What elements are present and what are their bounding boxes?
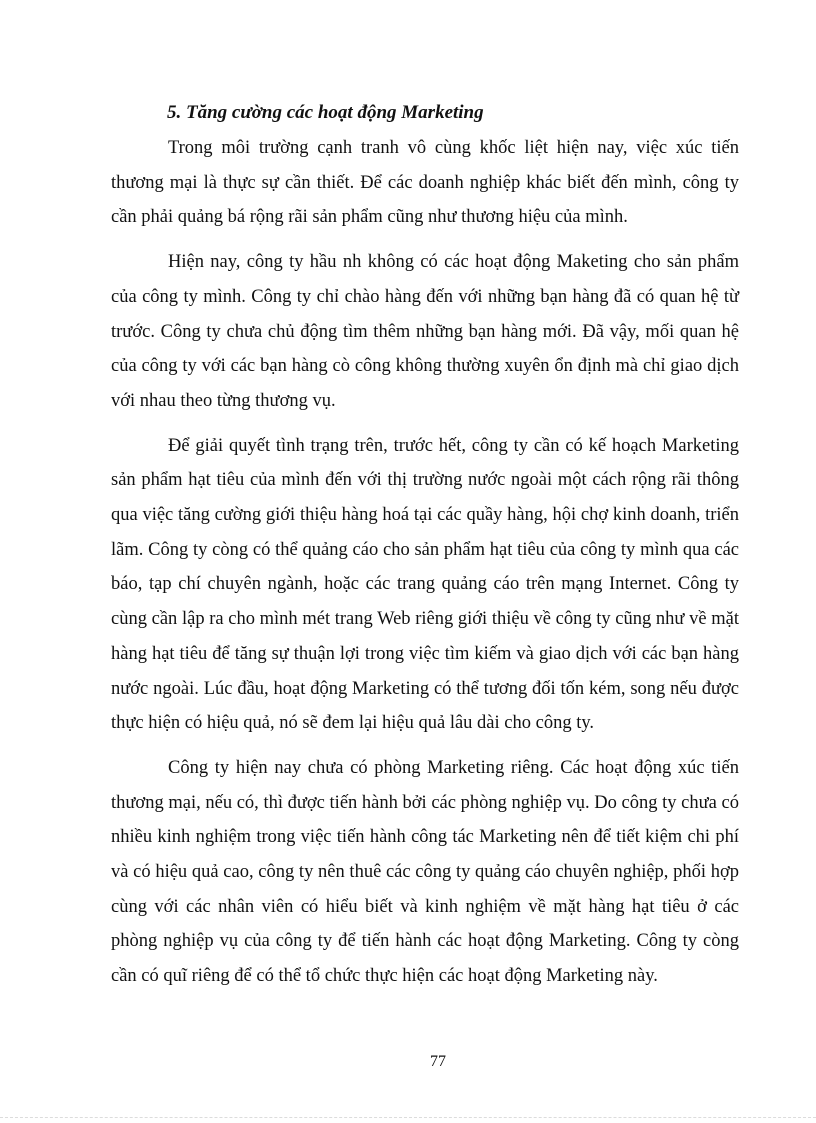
paragraph-1: Trong môi trường cạnh tranh vô cùng khốc liệt hiện nay, việc xúc tiến thương mại là thực sự cần thiết. Để các doanh nghiệp khác biết đến mình, công ty cần phải quảng bá rộng rãi sản phẩm cũng như thương hiệu của mình. — [111, 138, 739, 228]
paragraph-4: Công ty hiện nay chưa có phòng Marketing riêng. Các hoạt động xúc tiến thương mại, nếu có, thì được tiến hành bởi các phòng nghiệp vụ. Do công ty chưa có nhiều kinh nghiệm trong việc tiến hành công tác Marketing nên để tiết kiệm chi phí và có hiệu quả cao, công ty nên thuê các công ty quảng cáo chuyên nghiệp, phối hợp cùng với các nhân viên có hiểu biết và kinh nghiệm về mặt hàng hạt tiêu ở các phòng nghiệp vụ của công ty để tiến hành các hoạt động Marketing. Công ty còng cần có quĩ riêng để có thể tổ chức thực hiện các hoạt động Marketing này. — [111, 757, 739, 987]
body-text — [111, 131, 739, 1004]
paragraph-2: Hiện nay, công ty hầu nh không có các hoạt động Maketing cho sản phẩm của công ty mình. Công ty chỉ chào hàng đến với những bạn hàng đã có quan hệ từ trước. Công ty chưa chủ động tìm thêm những bạn hàng mới. Đã vậy, mối quan hệ của công ty với các bạn hàng cò công không thường xuyên ổn định mà chỉ giao dịch với nhau theo từng thương vụ. — [111, 252, 739, 411]
paragraph-3: Để giải quyết tình trạng trên, trước hết, công ty cần có kế hoạch Marketing sản phẩm hạt tiêu của mình đến với thị trường nước ngoài một cách rộng rãi thông qua việc tăng cường giới thiệu hàng hoá tại các quầy hàng, hội chợ kinh doanh, triển lãm. Công ty còng có thể quảng cáo cho sản phẩm hạt tiêu của công ty mình qua các báo, tạp chí chuyên ngành, hoặc các trang quảng cáo trên mạng Internet. Công ty cùng cần lập ra cho mình mét trang Web riêng giới thiệu về công ty cũng như về mặt hàng hạt tiêu để tăng sự thuận lợi trong việc tìm kiếm và giao dịch với các bạn hàng nước ngoài. Lúc đầu, hoạt động Marketing có thể tương đối tốn kém, song nếu được thực hiện có hiệu quả, nó sẽ đem lại hiệu quả lâu dài cho công ty. — [111, 435, 739, 734]
page-bottom-divider — [0, 1117, 816, 1118]
section-heading: 5. Tăng cường các hoạt động Marketing — [167, 102, 484, 123]
page-number: 77 — [430, 1053, 446, 1070]
